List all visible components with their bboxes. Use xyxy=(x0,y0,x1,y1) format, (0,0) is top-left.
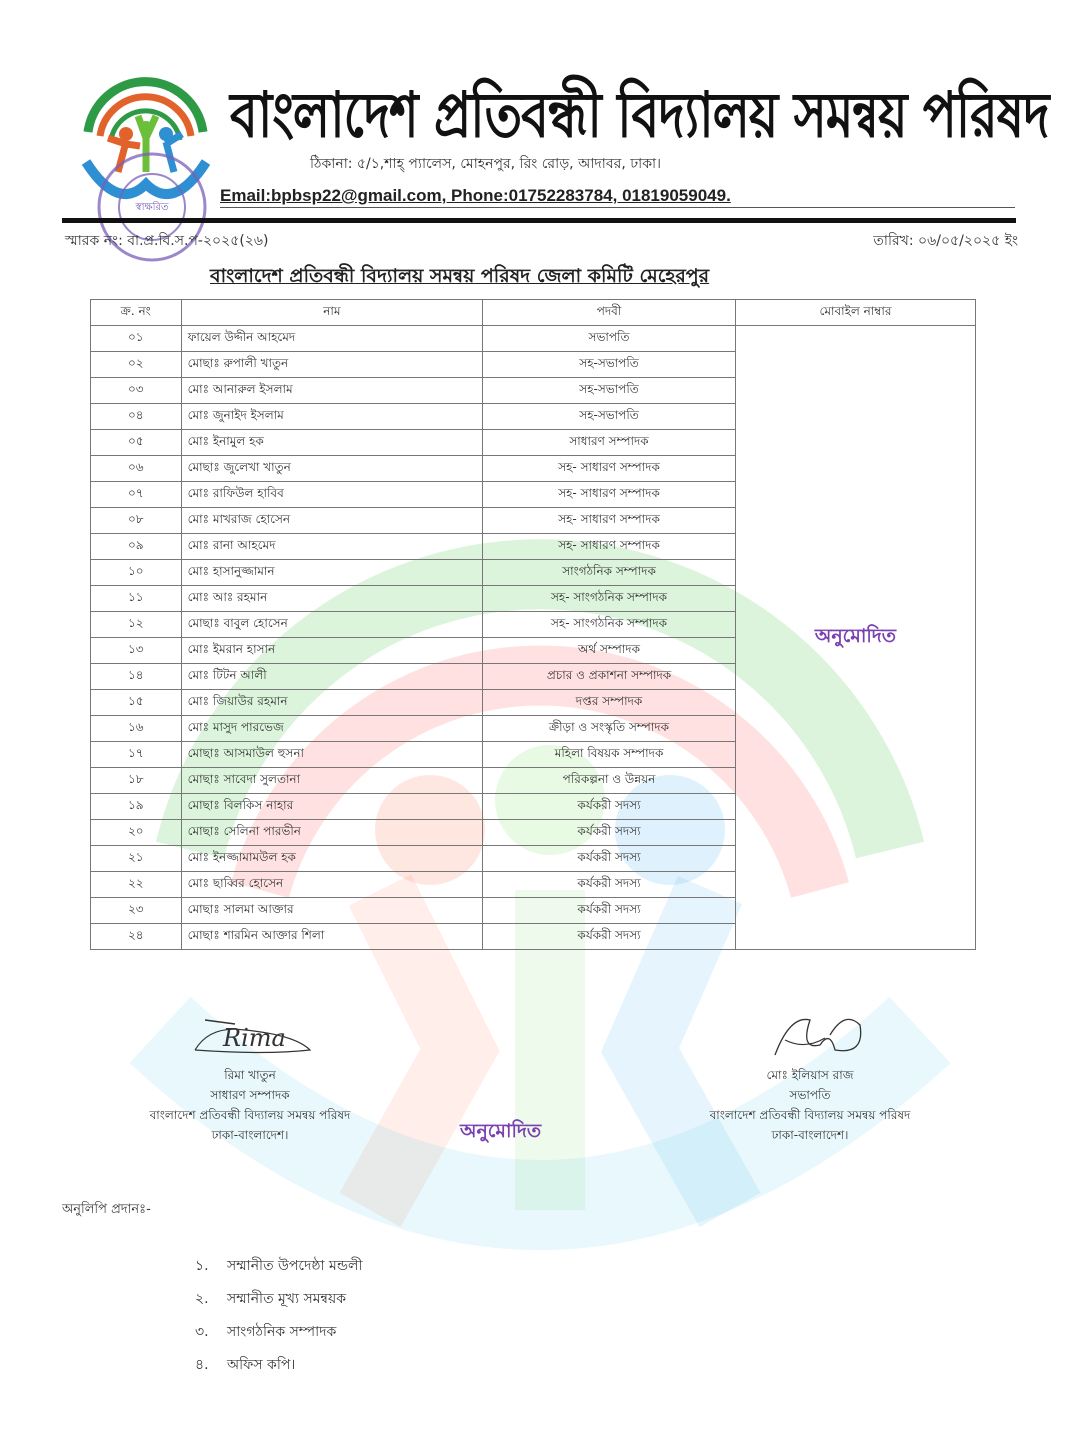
copies-list-item xyxy=(195,1349,362,1382)
name-cell: মোঃ আঃ রহমান xyxy=(181,586,483,612)
position-cell: সহ- সাধারণ সম্পাদক xyxy=(483,534,736,560)
serial-cell: ১৫ xyxy=(91,690,182,716)
name-cell: মোছাঃ বাবুল হোসেন xyxy=(181,612,483,638)
approved-stamp-table: অনুমোদিত xyxy=(814,624,897,647)
position-cell: অর্থ সম্পাদক xyxy=(483,638,736,664)
name-cell: মোঃ মাখরাজ হোসেন xyxy=(181,508,483,534)
column-header-name: নাম xyxy=(181,300,483,326)
serial-cell: ০৫ xyxy=(91,430,182,456)
serial-cell: ১০ xyxy=(91,560,182,586)
serial-cell: ২৪ xyxy=(91,924,182,950)
secretary-name: রিমা খাতুন xyxy=(224,1068,276,1082)
position-cell: কর্যকরী সদস্য xyxy=(483,898,736,924)
column-header-position: পদবী xyxy=(483,300,736,326)
serial-cell: ১৯ xyxy=(91,794,182,820)
position-cell: কর্যকরী সদস্য xyxy=(483,872,736,898)
name-cell: মোছাঃ বিলকিস নাহার xyxy=(181,794,483,820)
name-cell: মোঃ মাসুদ পারভেজ xyxy=(181,716,483,742)
position-cell: কর্যকরী সদস্য xyxy=(483,846,736,872)
position-cell: সহ-সভাপতি xyxy=(483,352,736,378)
serial-cell: ২৩ xyxy=(91,898,182,924)
position-cell: সহ- সাধারণ সম্পাদক xyxy=(483,508,736,534)
serial-cell: ১৭ xyxy=(91,742,182,768)
name-cell: ফায়েল উদ্দীন আহমেদ xyxy=(181,326,483,352)
position-cell: কর্যকরী সদস্য xyxy=(483,924,736,950)
president-org: বাংলাদেশ প্রতিবন্ধী বিদ্যালয় সমন্বয় পরিষদ xyxy=(709,1108,911,1122)
copies-item-text: সম্মানীত উপদেষ্ঠা মন্ডলী xyxy=(227,1258,363,1274)
position-cell: সহ-সভাপতি xyxy=(483,378,736,404)
document-subtitle: বাংলাদেশ প্রতিবন্ধী বিদ্যালয় সমন্বয় পরিষদ জেলা কমিটি মেহেরপুর xyxy=(210,265,710,287)
name-cell: মোঃ আনারুল ইসলাম xyxy=(181,378,483,404)
signature-rima xyxy=(175,1010,325,1065)
position-cell: পরিকল্পনা ও উন্নয়ন xyxy=(483,768,736,794)
serial-cell: ০৮ xyxy=(91,508,182,534)
position-cell: সহ- সাংগঠনিক সম্পাদক xyxy=(483,586,736,612)
serial-cell: ০৯ xyxy=(91,534,182,560)
copies-list-item xyxy=(195,1316,362,1349)
copies-item-text: অফিস কপি। xyxy=(227,1357,296,1373)
position-cell: সহ- সাংগঠনিক সম্পাদক xyxy=(483,612,736,638)
column-header-serial: ক্র. নং xyxy=(91,300,182,326)
copies-item-text: সাংগঠনিক সম্পাদক xyxy=(227,1324,337,1340)
position-cell: প্রচার ও প্রকাশনা সম্পাদক xyxy=(483,664,736,690)
name-cell: মোঃ ছাব্বির হোসেন xyxy=(181,872,483,898)
serial-cell: ১৪ xyxy=(91,664,182,690)
signature-president xyxy=(735,1010,885,1065)
signature-text: Rima xyxy=(223,1024,286,1052)
name-cell: মোঃ টিটন আলী xyxy=(181,664,483,690)
approved-stamp-footer: অনুমোদিত xyxy=(460,1120,542,1142)
position-cell: সহ- সাধারণ সম্পাদক xyxy=(483,482,736,508)
secretary-org: বাংলাদেশ প্রতিবন্ধী বিদ্যালয় সমন্বয় পরিষদ xyxy=(149,1108,351,1122)
position-cell: মহিলা বিষয়ক সম্পাদক xyxy=(483,742,736,768)
name-cell: মোছাঃ সাবেদা সুলতানা xyxy=(181,768,483,794)
position-cell: সহ-সভাপতি xyxy=(483,404,736,430)
copies-item-number: ২. xyxy=(195,1291,209,1307)
name-cell: মোঃ রাফিউল হাবিব xyxy=(181,482,483,508)
committee-table xyxy=(90,299,976,950)
position-cell: সভাপতি xyxy=(483,326,736,352)
serial-cell: ১৮ xyxy=(91,768,182,794)
mobile-cell xyxy=(735,326,975,950)
name-cell: মোঃ ইনজ্জামামউল হক xyxy=(181,846,483,872)
president-name: মোঃ ইলিয়াস রাজ xyxy=(766,1068,854,1082)
copies-list-item xyxy=(195,1283,362,1316)
serial-cell: ০১ xyxy=(91,326,182,352)
secretary-location: ঢাকা-বাংলাদেশ। xyxy=(211,1128,289,1142)
name-cell: মোঃ জুনাইদ ইসলাম xyxy=(181,404,483,430)
organization-title: বাংলাদেশ প্রতিবন্ধী বিদ্যালয় সমন্বয় পরিষদ xyxy=(230,77,1049,152)
serial-cell: ০৩ xyxy=(91,378,182,404)
copies-item-number: ৪. xyxy=(195,1357,209,1373)
serial-cell: ০৭ xyxy=(91,482,182,508)
secretary-title: সাধারণ সম্পাদক xyxy=(210,1088,290,1102)
president-title: সভাপতি xyxy=(789,1088,831,1102)
name-cell: মোঃ হাসানুজ্জামান xyxy=(181,560,483,586)
document-date: তারিখ: ০৬/০৫/২০২৫ ইং xyxy=(873,233,1018,249)
serial-cell: ২২ xyxy=(91,872,182,898)
name-cell: মোছাঃ সালমা আক্তার xyxy=(181,898,483,924)
seal-text: স্বাক্ষরিত xyxy=(135,202,169,213)
position-cell: কর্যকরী সদস্য xyxy=(483,794,736,820)
organization-contact: Email:bpbsp22@gmail.com, Phone:01752283784, 01819059049. xyxy=(220,186,731,205)
copies-title: অনুলিপি প্রদানঃ- xyxy=(62,1202,151,1217)
name-cell: মোছাঃ রুপালী খাতুন xyxy=(181,352,483,378)
serial-cell: ১৬ xyxy=(91,716,182,742)
header-divider-thick xyxy=(62,218,1016,223)
serial-cell: ০৬ xyxy=(91,456,182,482)
serial-cell: ২০ xyxy=(91,820,182,846)
position-cell: সাংগঠনিক সম্পাদক xyxy=(483,560,736,586)
name-cell: মোঃ ইনামুল হক xyxy=(181,430,483,456)
name-cell: মোছাঃ জুলেখা খাতুন xyxy=(181,456,483,482)
column-header-mobile: মোবাইল নাম্বার xyxy=(735,300,975,326)
position-cell: দপ্তর সম্পাদক xyxy=(483,690,736,716)
serial-cell: ০৪ xyxy=(91,404,182,430)
serial-cell: ২১ xyxy=(91,846,182,872)
serial-cell: ১১ xyxy=(91,586,182,612)
name-cell: মোঃ ইমরান হাসান xyxy=(181,638,483,664)
copies-list xyxy=(195,1250,362,1382)
name-cell: মোছাঃ সেলিনা পারভীন xyxy=(181,820,483,846)
serial-cell: ১২ xyxy=(91,612,182,638)
signature-block-secretary xyxy=(80,1010,420,1145)
name-cell: মোঃ জিয়াউর রহমান xyxy=(181,690,483,716)
name-cell: মোছাঃ শারমিন আক্তার শিলা xyxy=(181,924,483,950)
position-cell: ক্রীড়া ও সংস্কৃতি সম্পাদক xyxy=(483,716,736,742)
president-location: ঢাকা-বাংলাদেশ। xyxy=(771,1128,849,1142)
organization-address: ঠিকানা: ৫/১,শাহ্ প্যালেস, মোহনপুর, রিং রোড়, আদাবর, ঢাকা। xyxy=(310,156,662,172)
copies-list-item xyxy=(195,1250,362,1283)
header-divider-thin xyxy=(220,207,1015,208)
copies-item-text: সম্মানীত মূখ্য সমন্বয়ক xyxy=(227,1291,346,1307)
name-cell: মোঃ রানা আহমেদ xyxy=(181,534,483,560)
position-cell: সহ- সাধারণ সম্পাদক xyxy=(483,456,736,482)
position-cell: কর্যকরী সদস্য xyxy=(483,820,736,846)
memo-number: স্মারক নং: বা.প্র.বি.স.প-২০২৫(২৬) xyxy=(65,233,269,249)
position-cell: সাধারণ সম্পাদক xyxy=(483,430,736,456)
copies-item-number: ১. xyxy=(195,1258,209,1274)
copies-item-number: ৩. xyxy=(195,1324,209,1340)
signature-block-president xyxy=(640,1010,980,1145)
name-cell: মোছাঃ আসমাউল হুসনা xyxy=(181,742,483,768)
serial-cell: ০২ xyxy=(91,352,182,378)
serial-cell: ১৩ xyxy=(91,638,182,664)
table-header-row xyxy=(91,300,976,326)
table-row xyxy=(91,326,976,352)
